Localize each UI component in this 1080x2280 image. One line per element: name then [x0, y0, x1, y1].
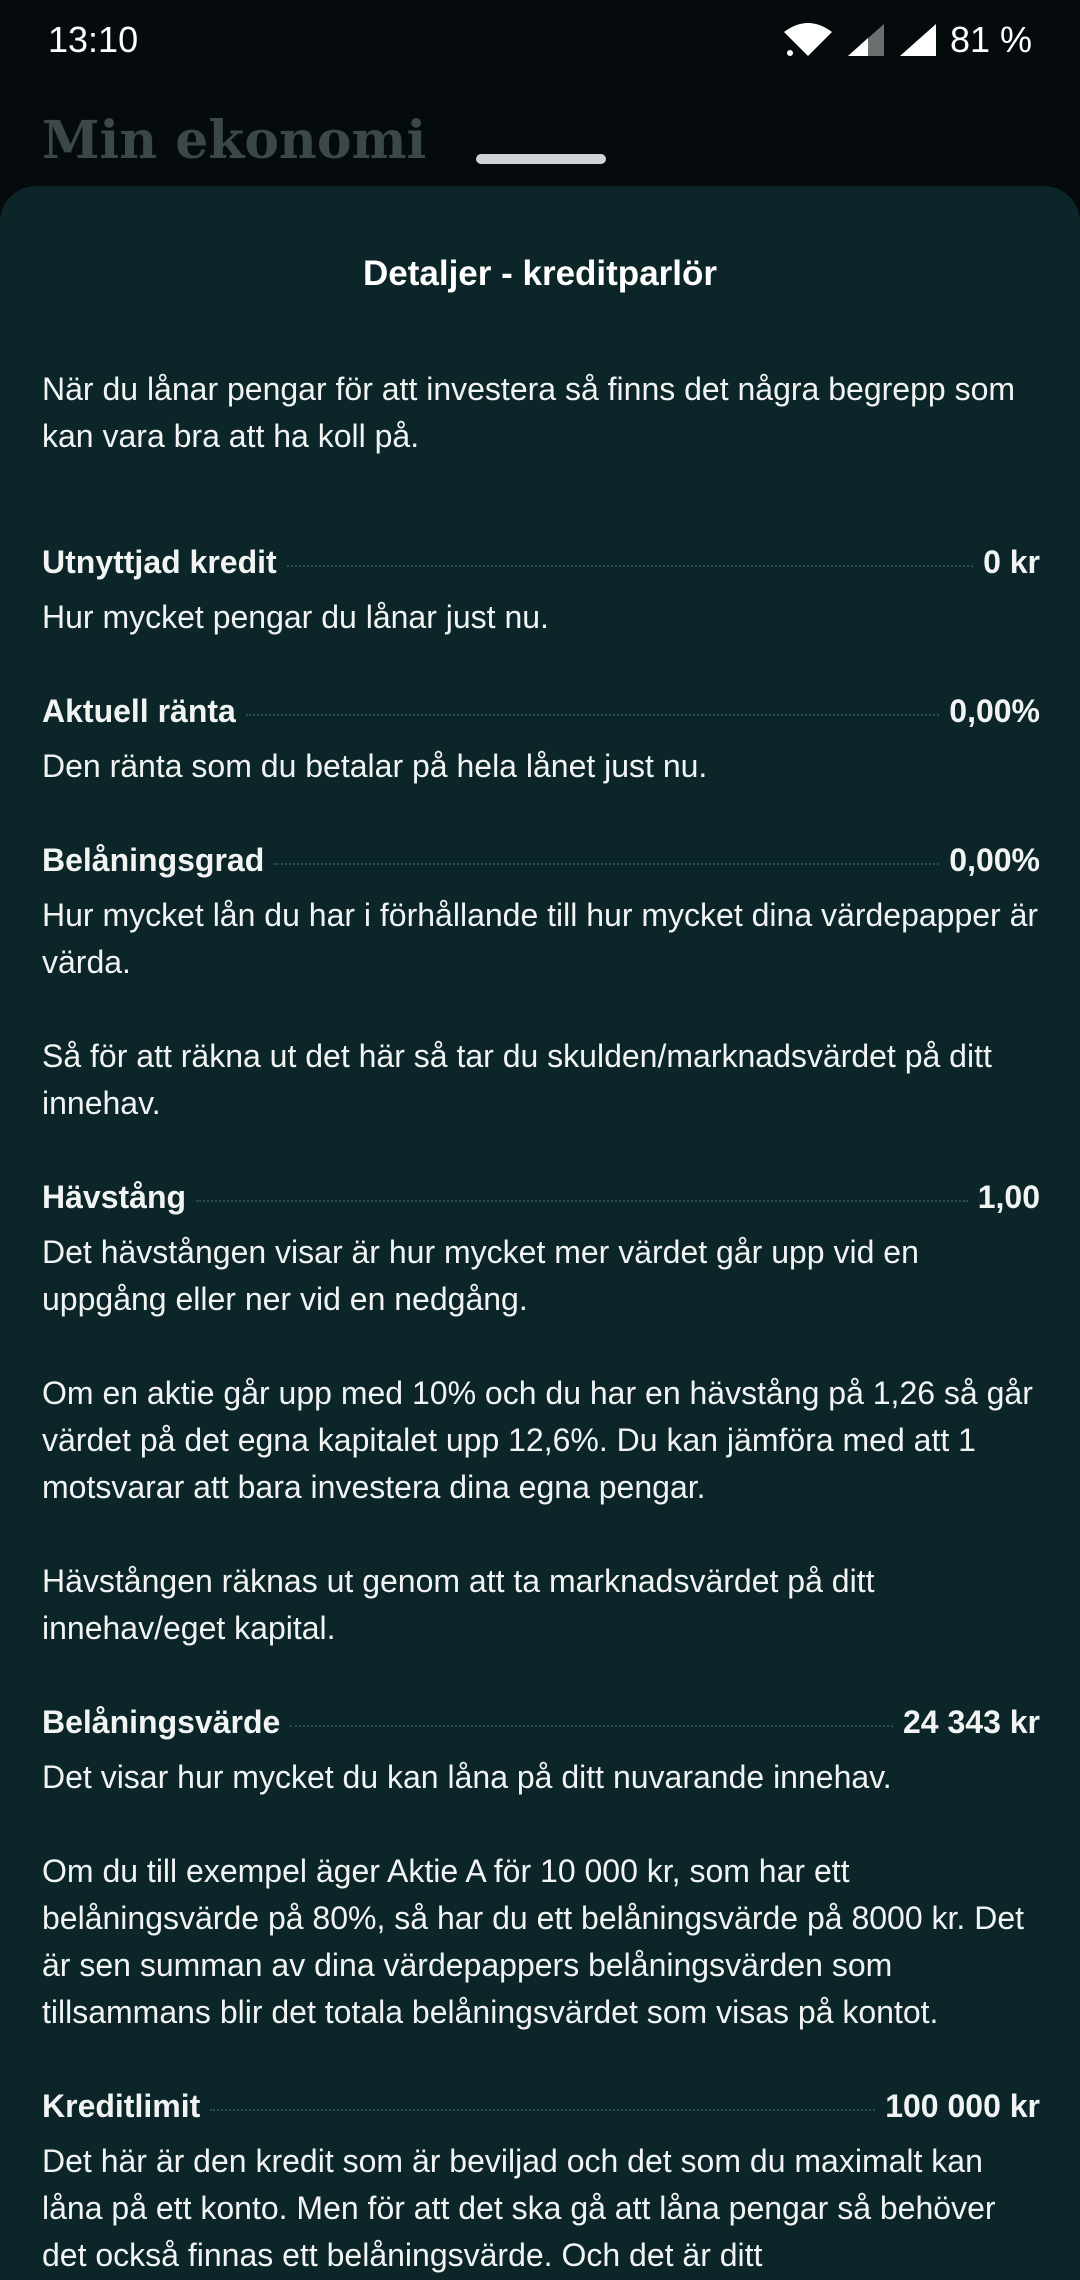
sheet-content[interactable]: [42, 366, 1040, 2280]
term-value: 0,00%: [949, 693, 1040, 729]
term-description: [42, 1229, 1040, 1652]
description-paragraph: Det visar hur mycket du kan låna på ditt nuvarande innehav.: [42, 1759, 892, 1795]
description-paragraph: Hur mycket lån du har i förhållande till hur mycket dina värdepapper är värda.: [42, 897, 1039, 980]
status-bar: [0, 0, 1080, 80]
wifi-icon: [782, 22, 834, 58]
term-kreditlimit: [42, 2086, 1040, 2279]
term-value: 100 000 kr: [885, 2088, 1040, 2124]
term-belaningsgrad: [42, 840, 1040, 1127]
dotted-leader: [196, 1200, 968, 1202]
term-row: [42, 1177, 1040, 1217]
status-time: 13:10: [48, 19, 139, 60]
term-row: [42, 2086, 1040, 2126]
term-name: Belåningsvärde: [42, 1704, 281, 1740]
description-paragraph: Den ränta som du betalar på hela lånet just nu.: [42, 748, 708, 784]
term-row: [42, 1702, 1040, 1742]
term-description: [42, 892, 1040, 1127]
background-app-title: Min ekonomi: [42, 110, 427, 171]
description-paragraph: Om en aktie går upp med 10% och du har en hävstång på 1,26 så går värdet på det egna kapitalet upp 12,6%. Du kan jämföra med att 1 motsvarar att bara investera dina egna pengar.: [42, 1375, 1033, 1505]
term-name: Utnyttjad kredit: [42, 544, 277, 580]
dotted-leader: [287, 565, 973, 567]
description-paragraph: Det här är den kredit som är beviljad och det som du maximalt kan låna på ett konto. Men för att det ska gå att låna pengar så behöver det också finnas ett belåningsvärde. Och det är ditt: [42, 2143, 996, 2273]
term-value: 0,00%: [949, 842, 1040, 878]
term-value: 0 kr: [983, 544, 1040, 580]
description-paragraph: Hur mycket pengar du lånar just nu.: [42, 599, 549, 635]
term-aktuell-ranta: [42, 691, 1040, 790]
description-paragraph: Hävstången räknas ut genom att ta marknadsvärdet på ditt innehav/eget kapital.: [42, 1563, 875, 1646]
term-name: Kreditlimit: [42, 2088, 201, 2124]
sheet-drag-handle[interactable]: [476, 154, 606, 164]
term-description: [42, 743, 1040, 790]
term-havstang: [42, 1177, 1040, 1652]
dotted-leader: [290, 1725, 893, 1727]
description-paragraph: Så för att räkna ut det här så tar du skulden/marknadsvärdet på ditt innehav.: [42, 1038, 992, 1121]
term-description: [42, 2138, 1040, 2279]
battery-percentage: 81 %: [949, 19, 1032, 60]
dotted-leader: [274, 863, 939, 865]
intro-text: När du lånar pengar för att investera så finns det några begrepp som kan vara bra att ha koll på.: [42, 371, 1016, 454]
cellular-signal-2-icon: [898, 22, 938, 58]
description-paragraph: Om du till exempel äger Aktie A för 10 000 kr, som har ett belåningsvärde på 80%, så har du ett belåningsvärde på 8000 kr. Det är sen summan av dina värdepappers belåningsvärden som tillsammans blir det totala belåningsvärdet som visas på kontot.: [42, 1853, 1024, 2030]
bottom-sheet: [0, 186, 1080, 2280]
term-value: 24 343 kr: [902, 1704, 1040, 1740]
term-value: 1,00: [977, 1179, 1040, 1215]
term-utnyttjad-kredit: [42, 542, 1040, 641]
term-description: [42, 594, 1040, 641]
term-row: [42, 691, 1040, 731]
term-name: Aktuell ränta: [42, 693, 236, 729]
dotted-leader: [210, 2109, 875, 2111]
term-description: [42, 1754, 1040, 2036]
dotted-leader: [246, 714, 939, 716]
term-row: [42, 840, 1040, 880]
term-row: [42, 542, 1040, 582]
term-name: Belåningsgrad: [42, 842, 265, 878]
term-name: Hävstång: [42, 1179, 187, 1215]
sheet-title: Detaljer - kreditparlör: [363, 254, 717, 293]
cellular-signal-icon: [846, 22, 886, 58]
status-icons: [782, 19, 1032, 61]
description-paragraph: Det hävstången visar är hur mycket mer värdet går upp vid en uppgång eller ner vid en nedgång.: [42, 1234, 919, 1317]
term-belaningsvarde: [42, 1702, 1040, 2036]
